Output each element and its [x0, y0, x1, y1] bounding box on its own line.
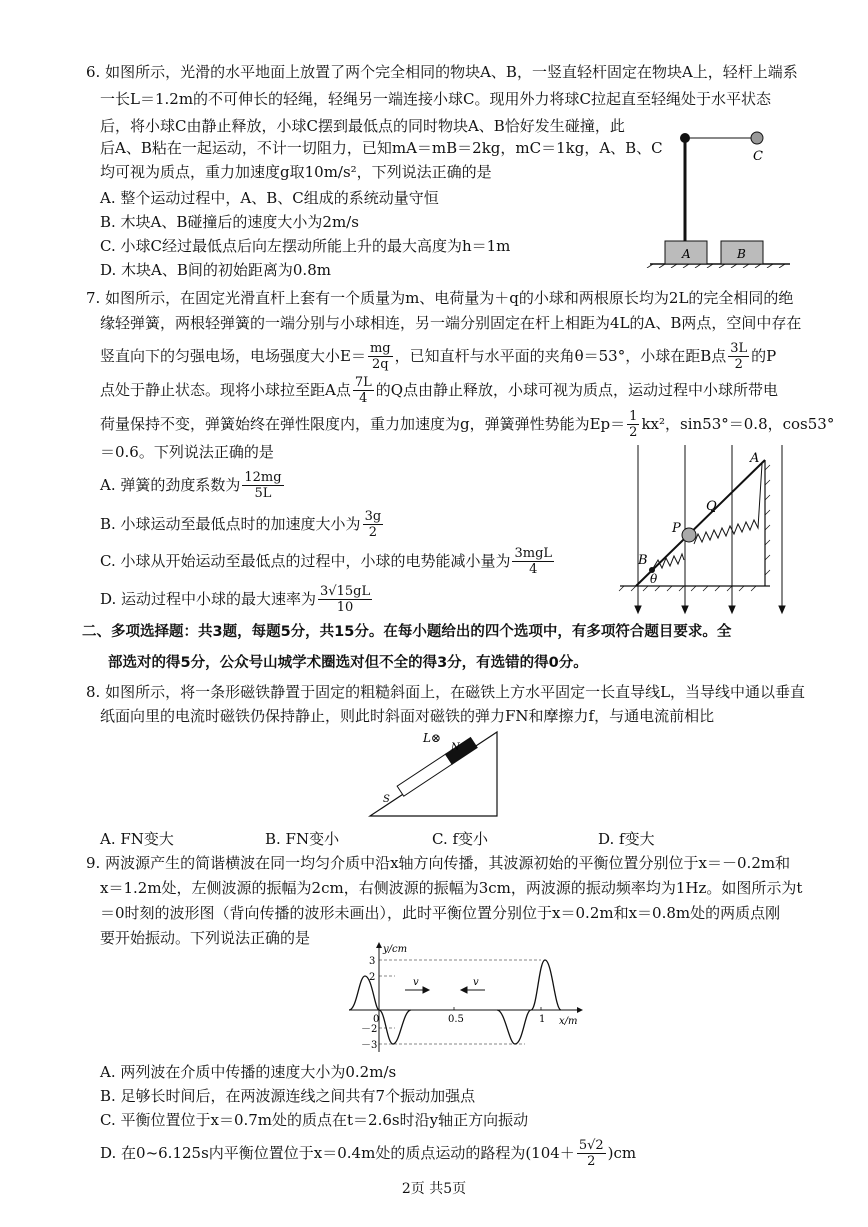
ball — [682, 528, 696, 542]
q7-line-3 — [100, 338, 776, 374]
q8-option-a[interactable]: A. FN变大 — [100, 830, 174, 848]
q7-line-2: 缘轻弹簧，两根轻弹簧的一端分别与小球相连，另一端分别固定在杆上相距为4L的A、B两点，空间中存在 — [100, 314, 802, 332]
block-b-label: B — [737, 247, 746, 261]
magnet — [397, 738, 477, 797]
q7-line-3-b: ，已知直杆与水平面的夹角θ＝53°，小球在距B点 — [394, 347, 727, 365]
label-p: P — [672, 521, 681, 536]
q9-line-3: ＝0时刻的波形图（背向传播的波形未画出），此时平衡位置分别位于x＝0.2m和x＝0.8m处的两质点刚 — [100, 904, 781, 922]
q7-option-d[interactable] — [100, 580, 374, 618]
q7-line-1: 7. 如图所示，在固定光滑直杆上套有一个质量为m、电荷量为＋q的小球和两根原长均为2L的完全相同的绝 — [86, 289, 794, 307]
q6-figure — [645, 118, 795, 268]
q9-line-2: x＝1.2m处，左侧波源的振幅为2cm，右侧波源的振幅为3cm，两波源的振动频率均为1Hz。如图所示为t — [100, 879, 803, 897]
q7-option-d-frac: $\frac{3√15gL}{10}$ — [320, 583, 371, 615]
wire-l: L⊗ — [423, 731, 442, 745]
spring-lower — [652, 554, 684, 570]
q9-line-1: 9. 两波源产生的简谐横波在同一均匀介质中沿x轴方向传播，其波源初始的平衡位置分别位于x＝－0.2m和 — [86, 854, 791, 872]
q7-option-a-frac: $\frac{12mg}{5L}$ — [244, 469, 282, 501]
tick-05: 0.5 — [448, 1014, 464, 1025]
q8-option-b[interactable]: B. FN变小 — [265, 830, 340, 848]
q7-line-5 — [100, 406, 834, 442]
block-a-label: A — [682, 247, 691, 261]
label-a: A — [750, 451, 760, 466]
q7-line-4 — [100, 372, 778, 408]
q9-option-d-text: D. 在0~6.125s内平衡位置位于x＝0.4m处的质点运动的路程为 — [100, 1144, 526, 1162]
tick-0: 0 — [373, 1014, 380, 1025]
q7-line-5-a: 荷量保持不变，弹簧始终在弹性限度内，重力加速度为g，弹簧弹性势能为Ep＝ — [100, 415, 626, 433]
q6-option-d[interactable]: D. 木块A、B间的初始距离为0.8m — [100, 261, 331, 279]
q7-option-c[interactable] — [100, 542, 556, 580]
q7-frac-e: $\frac{mg}{2q}$ — [369, 340, 391, 372]
section-2-line-2: 部选对的得5分，公众号山城学术圈选对但不全的得3分，有选错的得0分。 — [108, 655, 588, 671]
q9-option-b[interactable]: B. 足够长时间后，在两波源连线之间共有7个振动加强点 — [100, 1087, 476, 1105]
q7-option-b-text: B. 小球运动至最低点时的加速度大小为 — [100, 515, 361, 533]
q7-option-c-frac: $\frac{\text{3mgL}}{4}$ — [514, 545, 553, 577]
q7-figure — [610, 440, 800, 620]
q7-line-4-b: 的Q点由静止释放，小球可视为质点，运动过程中小球所带电 — [375, 381, 779, 399]
velocity-right: v — [473, 977, 479, 988]
q7-line-5-b: kx²，sin53°＝0.8，cos53° — [641, 415, 835, 433]
section-2-line-1: 二、多项选择题：共3题，每题5分，共15分。在每小题给出的四个选项中，有多项符合题目要求。全 — [82, 624, 732, 640]
velocity-left: v — [413, 977, 419, 988]
q9-option-d-expr: (104＋ — [525, 1144, 575, 1162]
field-lines — [635, 445, 785, 613]
q7-frac-p: $\frac{3L}{2}$ — [730, 340, 748, 372]
q9-option-a[interactable]: A. 两列波在介质中传播的速度大小为0.2m/s — [100, 1063, 397, 1081]
q9-option-d[interactable] — [100, 1134, 636, 1172]
q7-option-d-text: D. 运动过程中小球的最大速率为 — [100, 590, 317, 608]
spring-upper — [694, 464, 762, 544]
q7-option-c-text: C. 小球从开始运动至最低点的过程中，小球的电势能减小量为 — [100, 552, 511, 570]
label-q: Q — [706, 499, 717, 514]
tick-2: 2 — [369, 972, 376, 983]
label-s: S — [383, 794, 390, 805]
q8-line-1: 8. 如图所示，将一条形磁铁静置于固定的粗糙斜面上，在磁铁上方水平固定一长直导线L，当导线中通以垂直 — [86, 683, 806, 701]
q9-line-4: 要开始振动。下列说法正确的是 — [100, 929, 311, 947]
q6-line-4: 后A、B粘在一起运动，不计一切阻力，已知mA＝mB＝2kg，mC＝1kg，A、B、C — [100, 139, 663, 157]
ball-c-label: C — [753, 149, 763, 164]
q9-option-d-frac: $\frac{5√2}{2}$ — [578, 1137, 604, 1169]
ball-c — [751, 132, 763, 144]
q6-line-3: 后，将小球C由静止释放，小球C摆到最低点的同时物块A、B恰好发生碰撞，此 — [100, 117, 625, 135]
y-label: y/cm — [383, 944, 408, 955]
q7-option-a[interactable] — [100, 466, 286, 504]
q9-option-c[interactable]: C. 平衡位置位于x＝0.7m处的质点在t＝2.6s时沿y轴正方向振动 — [100, 1111, 529, 1129]
q6-line-2: 一长L＝1.2m的不可伸长的轻绳，轻绳另一端连接小球C。现用外力将球C拉起直至轻绳处于水平状态 — [100, 90, 771, 108]
q7-option-b-frac: $\frac{3g}{2}$ — [364, 508, 382, 540]
q7-line-3-a: 竖直向下的匀强电场，电场强度大小E＝ — [100, 347, 366, 365]
q9-figure — [345, 940, 585, 1058]
q6-option-c[interactable]: C. 小球C经过最低点后向左摆动所能上升的最大高度为h＝1m — [100, 237, 511, 255]
q6-line-1: 6. 如图所示，光滑的水平地面上放置了两个完全相同的物块A、B，一竖直轻杆固定在物块A上，轻杆上端系 — [86, 63, 798, 81]
q7-frac-half: $\frac{1}{2}$ — [629, 408, 638, 440]
q8-line-2: 纸面向里的电流时磁铁仍保持静止，则此时斜面对磁铁的弹力FN和摩擦力f，与通电流前相比 — [100, 707, 715, 725]
q7-option-b[interactable] — [100, 505, 385, 543]
q7-line-6: ＝0.6。下列说法正确的是 — [100, 443, 274, 461]
q8-option-c[interactable]: C. f变小 — [432, 830, 489, 848]
q6-line-5: 均可视为质点，重力加速度g取10m/s²，下列说法正确的是 — [100, 163, 492, 181]
q9-option-d-post: )cm — [607, 1144, 637, 1162]
q7-line-4-a: 点处于静止状态。现将小球拉至距A点 — [100, 381, 351, 399]
q7-option-a-text: A. 弹簧的劲度系数为 — [100, 476, 241, 494]
q8-figure — [365, 728, 505, 820]
label-n: N — [451, 742, 460, 753]
label-b: B — [638, 553, 648, 568]
tick-1: 1 — [539, 1014, 546, 1025]
label-theta: θ — [650, 572, 658, 586]
q6-option-b[interactable]: B. 木块A、B碰撞后的速度大小为2m/s — [100, 213, 359, 231]
q8-option-d[interactable]: D. f变大 — [598, 830, 655, 848]
right-wave — [497, 960, 561, 1044]
tick-m2: －2 — [361, 1024, 378, 1035]
x-label: x/m — [559, 1016, 578, 1027]
q7-frac-q: $\frac{7L}{4}$ — [354, 374, 372, 406]
tick-3: 3 — [369, 956, 376, 967]
q6-option-a[interactable]: A. 整个运动过程中，A、B、C组成的系统动量守恒 — [100, 189, 439, 207]
tick-m3: －3 — [361, 1040, 378, 1051]
page-footer: 2页 共5页 — [401, 1181, 467, 1197]
q7-line-3-c: 的P — [751, 347, 777, 365]
